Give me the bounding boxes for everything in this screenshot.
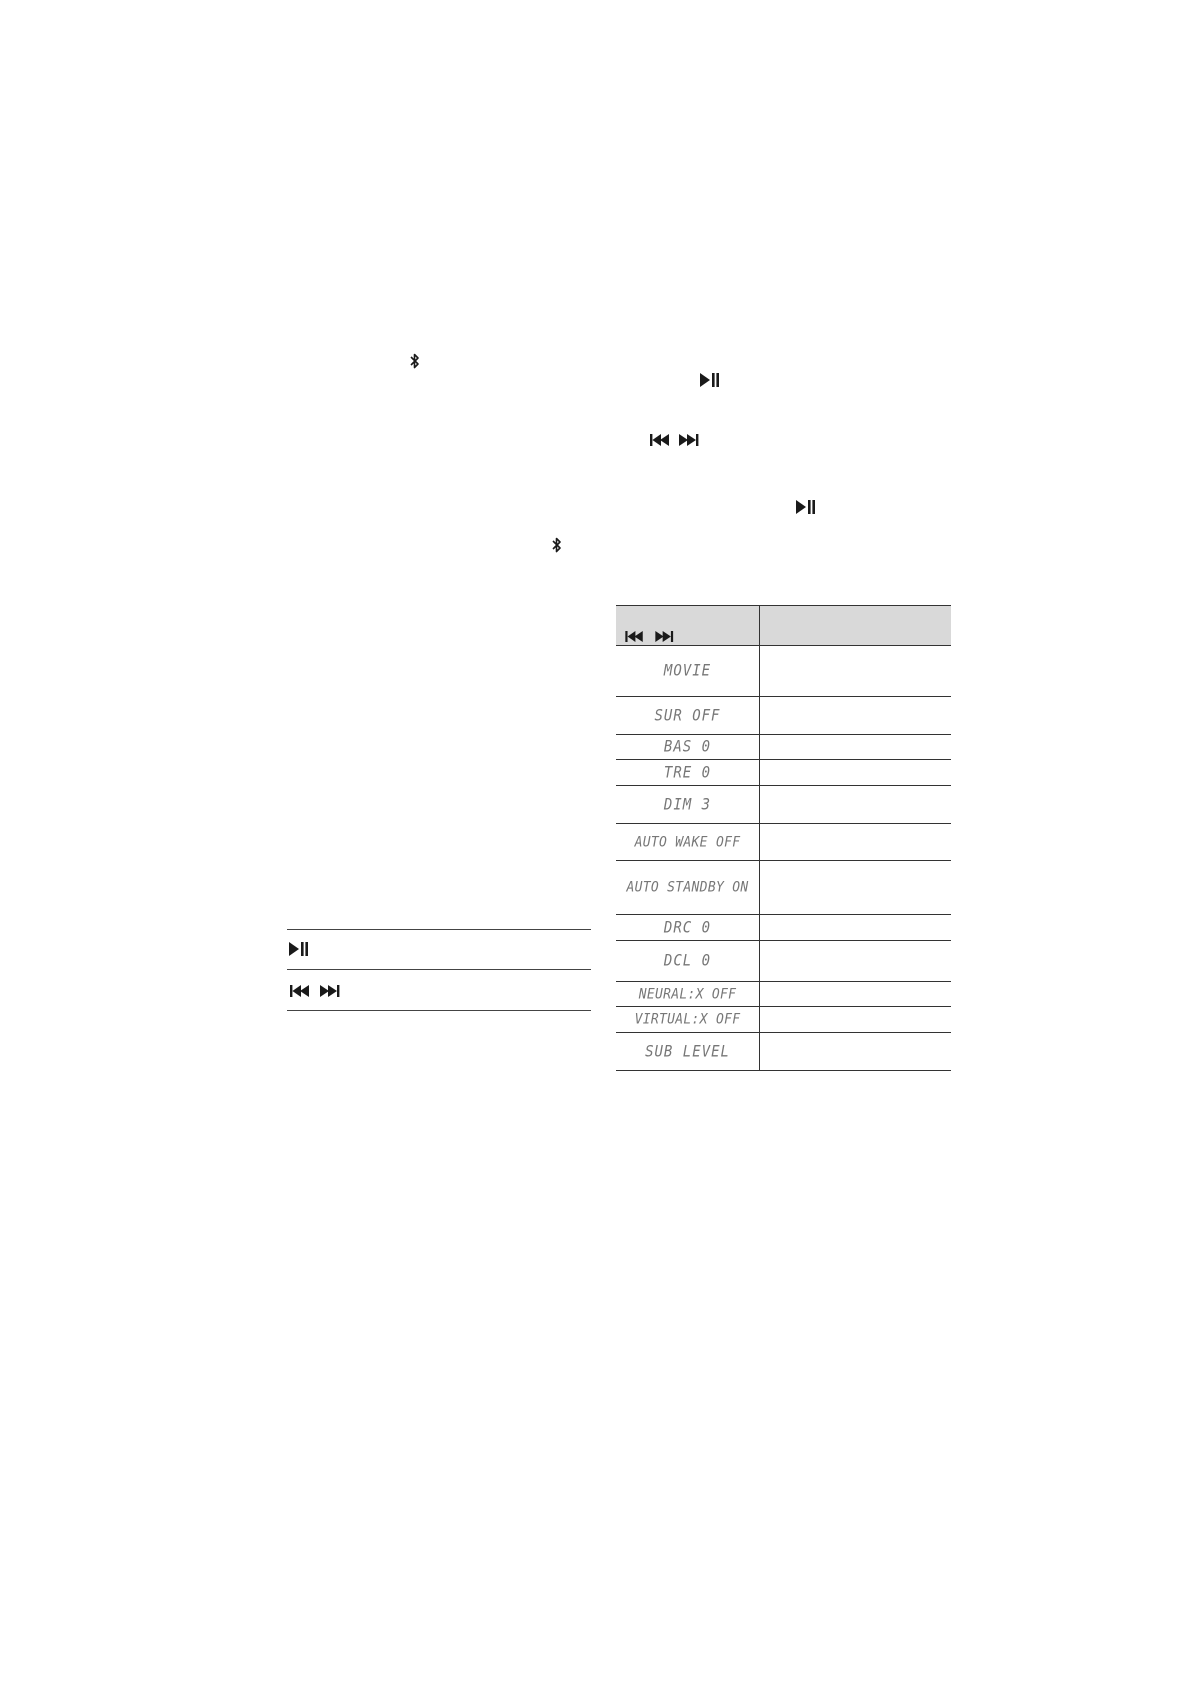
table-rule (616, 605, 951, 606)
lcd-display-text: DIM 3 (663, 795, 712, 814)
lcd-display-text: DRC 0 (663, 918, 712, 937)
lcd-display-text: DCL 0 (663, 952, 712, 970)
column-divider (759, 605, 760, 1070)
table-row (616, 824, 759, 860)
table-row (616, 646, 759, 696)
table-rule (287, 1010, 591, 1011)
table-rule (616, 1070, 951, 1071)
play-pause-icon (700, 372, 720, 388)
lcd-display-text: BAS 0 (663, 738, 712, 756)
lcd-display-text: MOVIE (663, 662, 712, 680)
lcd-display-text: SUR OFF (654, 706, 721, 725)
table-row (616, 760, 759, 785)
lcd-display-text: AUTO WAKE OFF (634, 833, 741, 851)
play-pause-icon (796, 499, 816, 515)
table-rule (287, 929, 591, 930)
lcd-display-text: VIRTUAL:X OFF (634, 1011, 741, 1028)
table-rule (287, 969, 591, 970)
lcd-display-text: TRE 0 (663, 763, 712, 782)
bluetooth-icon (551, 536, 563, 554)
table-header (616, 605, 951, 645)
table-row (616, 697, 759, 734)
table-row (616, 982, 759, 1006)
table-row (616, 861, 759, 914)
table-row (616, 1007, 759, 1032)
table-row (616, 941, 759, 981)
lcd-display-text: NEURAL:X OFF (638, 985, 737, 1003)
play-pause-icon (289, 943, 309, 960)
skip-previous-icon (289, 984, 311, 1002)
lcd-display-text: SUB LEVEL (645, 1042, 730, 1061)
table-row (616, 786, 759, 823)
table-row (616, 735, 759, 759)
skip-next-icon (679, 434, 699, 446)
bluetooth-icon (409, 352, 421, 370)
table-row (289, 942, 309, 961)
table-row (616, 915, 759, 940)
table-row (616, 1033, 759, 1070)
skip-previous-icon (650, 434, 670, 446)
lcd-display-text: AUTO STANDBY ON (626, 879, 749, 896)
table-row (289, 984, 341, 1002)
skip-next-icon (319, 984, 341, 1002)
